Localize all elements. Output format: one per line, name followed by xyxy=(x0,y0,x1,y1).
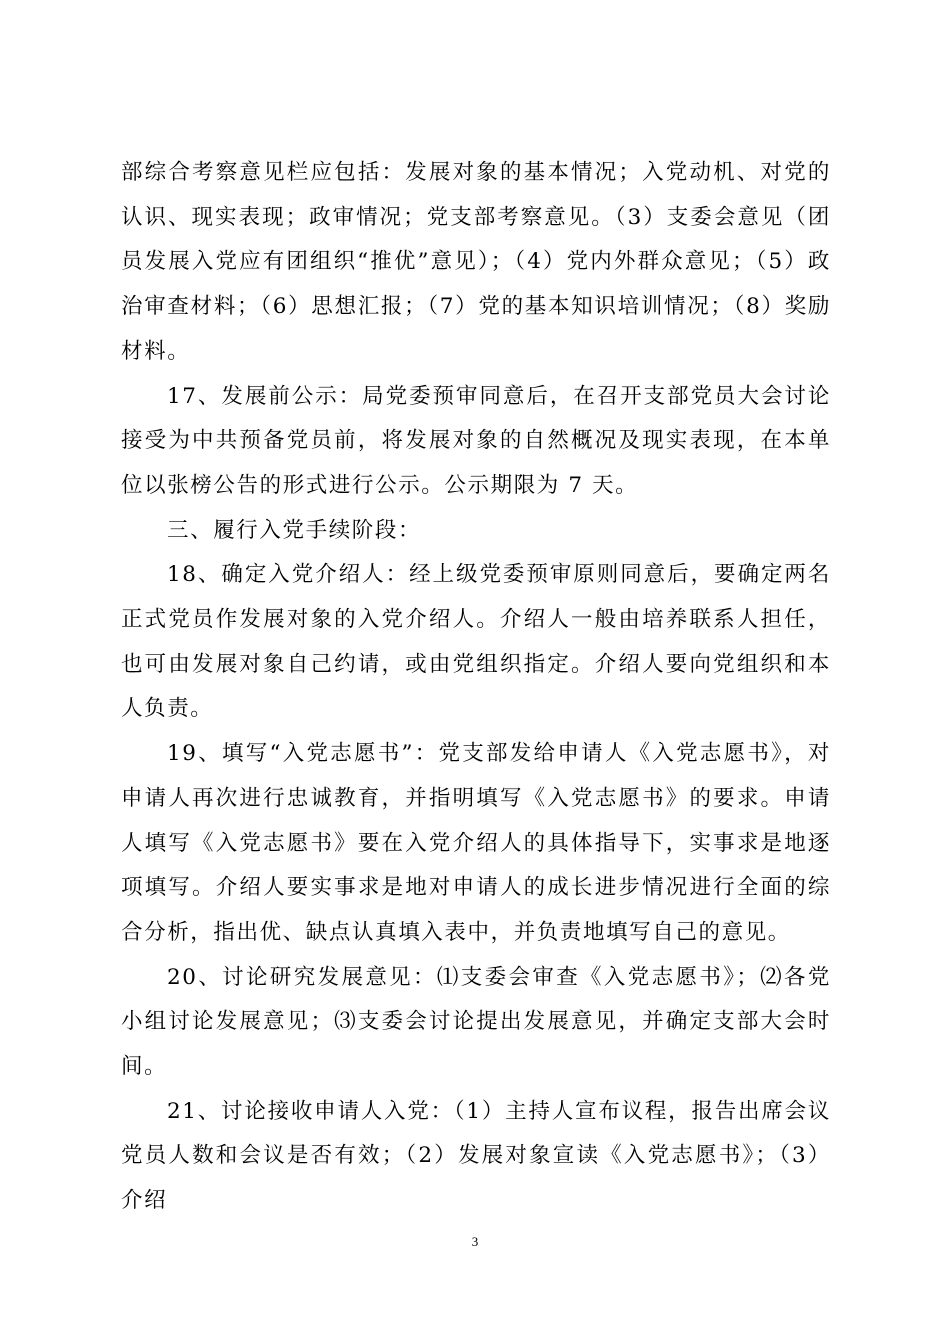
paragraph-continuation: 部综合考察意见栏应包括：发展对象的基本情况；入党动机、对党的认识、现实表现；政审情况；党支部考察意见。（3）支委会意见（团员发展入党应有团组织“推优”意见）；（4）党内外群众意见；（5）政治审查材料；（6）思想汇报；（7）党的基本知识培训情况；（8）奖励材料。 xyxy=(121,160,831,364)
section-heading-three: 三、履行入党手续阶段： xyxy=(167,517,422,543)
document-body xyxy=(121,151,831,1224)
paragraph-item-19: 19、填写“入党志愿书”：党支部发给申请人《入党志愿书》，对申请人再次进行忠诚教育，并指明填写《入党志愿书》的要求。申请人填写《入党志愿书》要在入党介绍人的具体指导下，实事求是地逐项填写。介绍人要实事求是地对申请人的成长进步情况进行全面的综合分析，指出优、缺点认真填入表中，并负责地填写自己的意见。 xyxy=(121,741,831,945)
paragraph-item-20: 20、讨论研究发展意见：⑴支委会审查《入党志愿书》；⑵各党小组讨论发展意见；⑶支委会讨论提出发展意见，并确定支部大会时间。 xyxy=(121,964,831,1080)
paragraph-item-21: 21、讨论接收申请人入党：（1）主持人宣布议程，报告出席会议党员人数和会议是否有效；（2）发展对象宣读《入党志愿书》；（3）介绍 xyxy=(121,1098,831,1214)
paragraph-item-17: 17、发展前公示：局党委预审同意后，在召开支部党员大会讨论接受为中共预备党员前，将发展对象的自然概况及现实表现，在本单位以张榜公告的形式进行公示。公示期限为 7 天。 xyxy=(121,383,831,498)
paragraph-item-18: 18、确定入党介绍人：经上级党委预审原则同意后，要确定两名正式党员作发展对象的入党介绍人。介绍人一般由培养联系人担任，也可由发展对象自己约请，或由党组织指定。介绍人要向党组织和本人负责。 xyxy=(121,562,831,722)
page-number: 3 xyxy=(471,1234,479,1249)
